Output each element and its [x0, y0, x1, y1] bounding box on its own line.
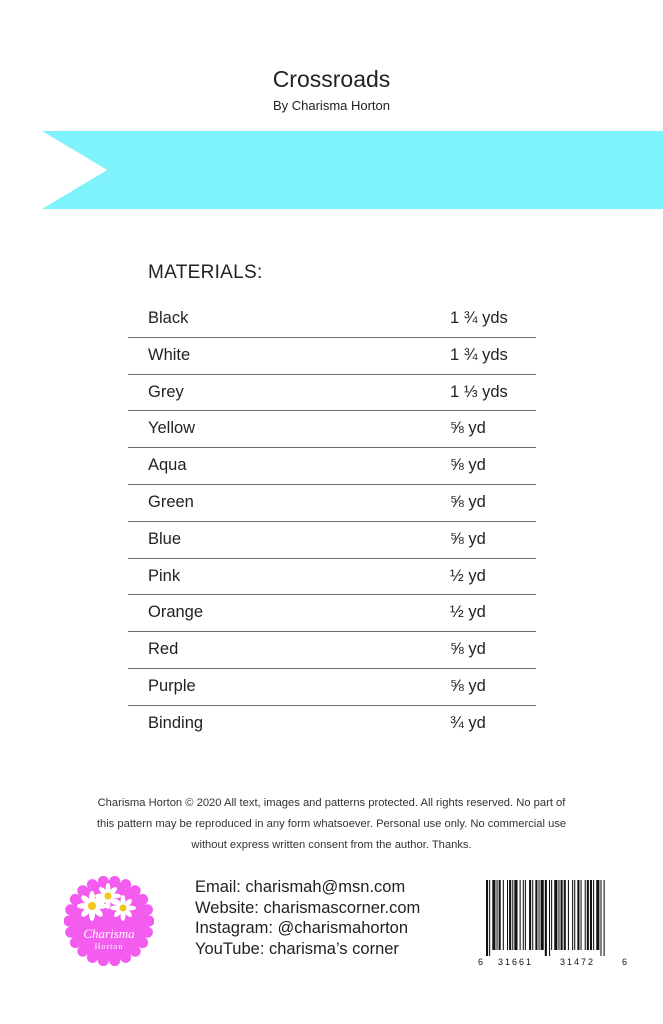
barcode-bar [549, 880, 550, 956]
barcode-bar [590, 880, 592, 950]
copyright-line: this pattern may be reproduced in any form whatsoever. Personal use only. No commercial use [96, 818, 567, 830]
material-qty: 1 ¾ yds [450, 309, 508, 327]
material-row [128, 338, 536, 375]
material-qty: ⅝ yd [450, 456, 486, 475]
material-row [128, 595, 536, 632]
material-name: Binding [148, 713, 204, 732]
barcode-bar [564, 880, 566, 950]
material-row [128, 669, 536, 706]
material-row [128, 706, 536, 742]
contact-email: Email: charismah@msn.com [195, 878, 406, 896]
barcode-bar [558, 880, 559, 950]
contact-instagram: Instagram: @charismahorton [195, 919, 409, 937]
author-byline: By Charisma Horton [272, 98, 391, 113]
barcode-bar [587, 880, 589, 950]
copyright-line: Charisma Horton © 2020 All text, images and patterns protected. All rights reserved. No part of [97, 797, 566, 809]
material-qty: ⅝ yd [450, 419, 486, 438]
material-qty: ⅝ yd [450, 492, 486, 511]
copyright-line: without express written consent from the author. Thanks. [191, 839, 472, 851]
barcode-bar [520, 880, 521, 950]
material-qty: 1 ¾ yds [450, 345, 508, 364]
barcode [476, 878, 629, 971]
material-row [128, 375, 536, 412]
barcode-bar [585, 880, 586, 950]
barcode-bar [509, 880, 511, 950]
material-row [128, 301, 536, 338]
barcode-bar [551, 880, 552, 950]
material-qty: ⅝ yd [450, 640, 486, 659]
barcode-bar [514, 880, 517, 950]
barcode-bar [541, 880, 544, 950]
pattern-title: Crossroads [272, 66, 391, 92]
barcode-bar [512, 880, 513, 950]
material-qty: ⅝ yd [450, 529, 486, 548]
material-name: Black [148, 309, 189, 327]
barcode-bar [554, 880, 557, 950]
contact-info [195, 877, 420, 959]
material-name: Purple [148, 676, 196, 695]
copyright-notice [60, 793, 603, 856]
barcode-bar [572, 880, 573, 950]
material-name: Grey [148, 382, 184, 401]
material-row [128, 559, 536, 596]
daisy-flowers-icon [64, 876, 154, 966]
barcode-bar [489, 880, 490, 956]
barcode-bars [476, 878, 629, 958]
barcode-bar [539, 880, 540, 950]
material-name: Orange [148, 603, 204, 622]
material-qty: 1 ⅓ yds [450, 382, 508, 401]
material-name: Pink [148, 566, 181, 585]
barcode-bar [577, 880, 579, 950]
barcode-bar [507, 880, 508, 950]
material-row [128, 632, 536, 669]
contact-youtube: YouTube: charisma’s corner [195, 939, 399, 958]
barcode-bar [532, 880, 533, 950]
decorative-banner [42, 131, 663, 209]
material-name: Yellow [148, 419, 196, 438]
material-row [128, 522, 536, 559]
barcode-bar [593, 880, 594, 950]
barcode-bar [525, 880, 526, 950]
barcode-bar [499, 880, 501, 950]
barcode-bar [503, 880, 504, 950]
barcode-bar [497, 880, 498, 950]
barcode-bar [529, 880, 531, 950]
logo-name: Charisma [83, 926, 135, 941]
charisma-horton-logo [64, 876, 154, 966]
barcode-last-digit: 6 [622, 957, 628, 967]
barcode-bar [492, 880, 495, 950]
barcode-bar [596, 880, 599, 950]
barcode-right-digits: 31472 [560, 957, 596, 967]
barcode-bar [568, 880, 569, 950]
barcode-bar [574, 880, 575, 950]
logo-subname: Horton [94, 942, 124, 951]
contact-website: Website: charismascorner.com [195, 898, 421, 917]
material-qty: ½ yd [450, 603, 486, 622]
barcode-bar [545, 880, 547, 956]
material-name: Blue [148, 529, 182, 548]
materials-table [128, 301, 536, 742]
barcode-bar [535, 880, 537, 950]
material-name: Green [148, 492, 194, 511]
material-name: Red [148, 640, 179, 659]
barcode-left-digits: 31661 [498, 957, 534, 967]
barcode-bar [581, 880, 582, 950]
material-name: White [148, 345, 191, 364]
barcode-bar [604, 880, 605, 956]
barcode-bar [561, 880, 563, 950]
material-qty: ¾ yd [450, 713, 486, 732]
barcode-bar [486, 880, 488, 956]
barcode-bar [523, 880, 524, 950]
material-qty: ⅝ yd [450, 676, 486, 695]
material-qty: ½ yd [450, 566, 486, 585]
materials-heading: MATERIALS: [148, 262, 263, 283]
barcode-first-digit: 6 [478, 957, 484, 967]
material-row [128, 448, 536, 485]
material-row [128, 485, 536, 522]
material-name: Aqua [148, 456, 187, 475]
material-row [128, 411, 536, 448]
barcode-bar [600, 880, 601, 956]
